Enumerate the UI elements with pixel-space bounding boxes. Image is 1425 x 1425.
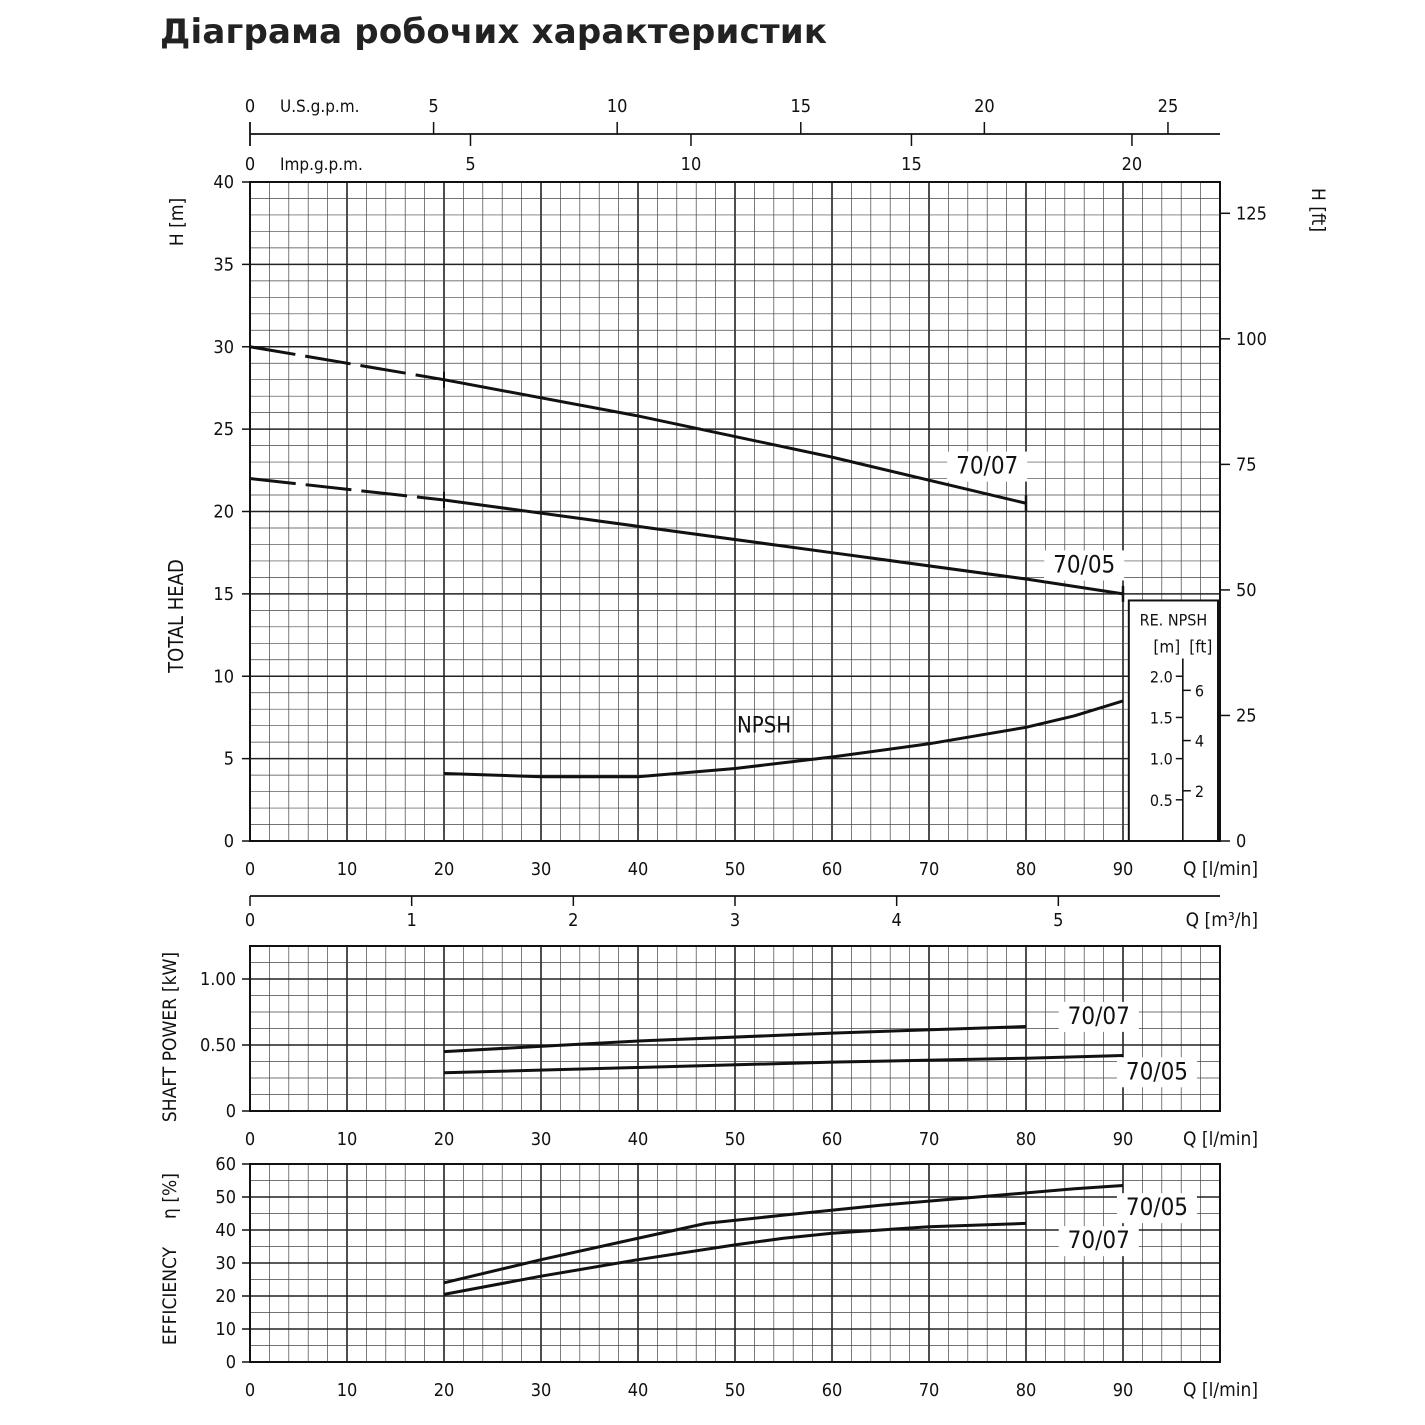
npsh-inset-ft-tick-label: 6 <box>1194 681 1204 701</box>
usgpm-tick-label: 5 <box>428 96 439 117</box>
efficiency-y-unit-label: η [%] <box>159 1173 181 1219</box>
head-x-tick-label: 60 <box>821 859 843 880</box>
efficiency-series-label: 70/05 <box>1125 1193 1189 1222</box>
head-y2-tick-label: 100 <box>1236 328 1267 350</box>
power-y-tick-label: 1.00 <box>199 969 236 990</box>
head-x-tick-label: 40 <box>627 859 649 880</box>
head-x-tick-label: 80 <box>1015 859 1037 880</box>
m3h-tick-label: 1 <box>406 910 417 931</box>
head-x-tick-label: 20 <box>433 859 455 880</box>
efficiency-y-tick-label: 10 <box>215 1319 236 1340</box>
head-y-tick-label: 20 <box>213 501 234 523</box>
grid-layer <box>250 182 1220 1362</box>
usgpm-tick-label: 0 <box>244 96 256 117</box>
m3h-tick-label: 2 <box>568 910 579 931</box>
efficiency-x-tick-label: 90 <box>1112 1380 1134 1401</box>
impgpm-tick-label: 15 <box>901 154 922 175</box>
head-series-label-npsh: NPSH <box>736 713 792 739</box>
head-y-tick-label: 35 <box>213 254 234 276</box>
page-title: Діаграма робочих характеристик <box>160 12 828 52</box>
head-y2-tick-label: 125 <box>1236 203 1267 225</box>
npsh-inset-m-tick-label: 2.0 <box>1149 667 1173 687</box>
m3h-tick-label: 3 <box>729 910 741 931</box>
efficiency-line-70/05 <box>444 1185 1123 1282</box>
head-y2-tick-label: 50 <box>1236 579 1257 601</box>
efficiency-x-tick-label: 30 <box>530 1380 552 1401</box>
head-y2-axis-label: H [ft] <box>1307 187 1329 233</box>
npsh-inset-m-tick-label: 1.5 <box>1149 708 1173 728</box>
power-x-tick-label: 80 <box>1015 1129 1037 1150</box>
npsh-inset-unit-m: [m] <box>1153 637 1181 658</box>
efficiency-y-tick-label: 0 <box>225 1352 236 1373</box>
head-x-tick-label: 0 <box>244 859 256 880</box>
efficiency-x-tick-label: 20 <box>433 1380 455 1401</box>
power-series-label: 70/05 <box>1125 1057 1189 1086</box>
head-series-label: 70/05 <box>1053 550 1116 579</box>
head-x-axis-label: Q [l/min] <box>1183 858 1258 880</box>
npsh-inset-m-tick-label: 1.0 <box>1149 749 1173 769</box>
m3h-axis-label: Q [m³/h] <box>1185 909 1258 931</box>
efficiency-x-tick-label: 40 <box>627 1380 649 1401</box>
efficiency-y-axis-label: EFFICIENCY <box>159 1246 181 1346</box>
head-x-tick-label: 50 <box>724 859 746 880</box>
series-layer <box>250 347 1123 1295</box>
m3h-tick-label: 0 <box>244 910 256 931</box>
m3h-tick-label: 4 <box>891 910 902 931</box>
power-x-tick-label: 0 <box>244 1129 256 1150</box>
head-y2-tick-label: 0 <box>1236 831 1247 852</box>
npsh-inset-ft-tick-label: 2 <box>1194 781 1204 801</box>
head-y-unit-label: H [m] <box>166 197 188 247</box>
power-x-tick-label: 50 <box>724 1129 746 1150</box>
efficiency-x-tick-label: 70 <box>918 1380 940 1401</box>
npsh-inset-title: RE. NPSH <box>1139 610 1208 630</box>
efficiency-y-tick-label: 60 <box>215 1154 236 1175</box>
head-y-tick-label: 40 <box>213 172 234 193</box>
power-x-tick-label: 20 <box>433 1129 455 1150</box>
usgpm-tick-label: 20 <box>974 96 995 117</box>
power-y-unit-label: [kW] <box>159 951 181 993</box>
usgpm-tick-label: 10 <box>606 96 628 117</box>
power-x-tick-label: 40 <box>627 1129 649 1150</box>
power-x-axis-label: Q [l/min] <box>1183 1128 1258 1150</box>
efficiency-x-tick-label: 10 <box>336 1380 358 1401</box>
efficiency-x-axis-label: Q [l/min] <box>1183 1379 1258 1401</box>
head-y-tick-label: 15 <box>213 583 234 605</box>
power-y-axis-label: SHAFT POWER <box>159 997 181 1123</box>
usgpm-axis-label: U.S.g.p.m. <box>280 97 360 117</box>
head-x-tick-label: 90 <box>1112 859 1134 880</box>
efficiency-y-tick-label: 30 <box>215 1253 236 1274</box>
power-line-70/05 <box>444 1056 1123 1073</box>
head-y-tick-label: 0 <box>223 831 234 852</box>
efficiency-x-tick-label: 50 <box>724 1380 746 1401</box>
efficiency-x-tick-label: 60 <box>821 1380 843 1401</box>
efficiency-x-tick-label: 0 <box>244 1380 256 1401</box>
impgpm-tick-label: 0 <box>244 154 256 175</box>
efficiency-x-tick-label: 80 <box>1015 1380 1037 1401</box>
head-y-tick-label: 25 <box>213 419 234 441</box>
head-x-tick-label: 10 <box>336 859 358 880</box>
power-y-tick-label: 0.50 <box>199 1035 236 1056</box>
head-y2-tick-label: 25 <box>1236 705 1257 727</box>
npsh-inset-ft-tick-label: 4 <box>1194 731 1204 751</box>
head-line-70/05 <box>444 500 1123 594</box>
head-y-tick-label: 30 <box>213 336 234 358</box>
head-y-tick-label: 5 <box>223 748 234 770</box>
npsh-inset-m-tick-label: 0.5 <box>1149 790 1173 810</box>
efficiency-y-tick-label: 50 <box>215 1187 236 1208</box>
power-y-tick-label: 0 <box>225 1101 236 1122</box>
npsh-inset-unit-ft: [ft] <box>1189 637 1213 658</box>
head-x-tick-label: 30 <box>530 859 552 880</box>
power-x-tick-label: 30 <box>530 1129 552 1150</box>
usgpm-tick-label: 15 <box>790 96 812 117</box>
power-x-tick-label: 10 <box>336 1129 358 1150</box>
head-y-tick-label: 10 <box>213 666 234 688</box>
power-series-label: 70/07 <box>1067 1001 1130 1030</box>
power-x-tick-label: 70 <box>918 1129 940 1150</box>
efficiency-y-tick-label: 40 <box>215 1220 236 1241</box>
head-y2-tick-label: 75 <box>1236 454 1257 476</box>
m3h-tick-label: 5 <box>1053 910 1064 931</box>
power-x-tick-label: 60 <box>821 1129 843 1150</box>
head-x-tick-label: 70 <box>918 859 940 880</box>
usgpm-tick-label: 25 <box>1157 96 1179 117</box>
efficiency-series-label: 70/07 <box>1067 1226 1130 1255</box>
efficiency-y-tick-label: 20 <box>215 1286 236 1307</box>
impgpm-tick-label: 10 <box>680 154 702 175</box>
head-y-axis-label: TOTAL HEAD <box>164 559 188 673</box>
impgpm-axis-label: Imp.g.p.m. <box>280 155 363 175</box>
impgpm-tick-label: 20 <box>1121 154 1143 175</box>
impgpm-tick-label: 5 <box>465 154 476 175</box>
head-series-label: 70/07 <box>956 451 1019 480</box>
power-x-tick-label: 90 <box>1112 1129 1134 1150</box>
